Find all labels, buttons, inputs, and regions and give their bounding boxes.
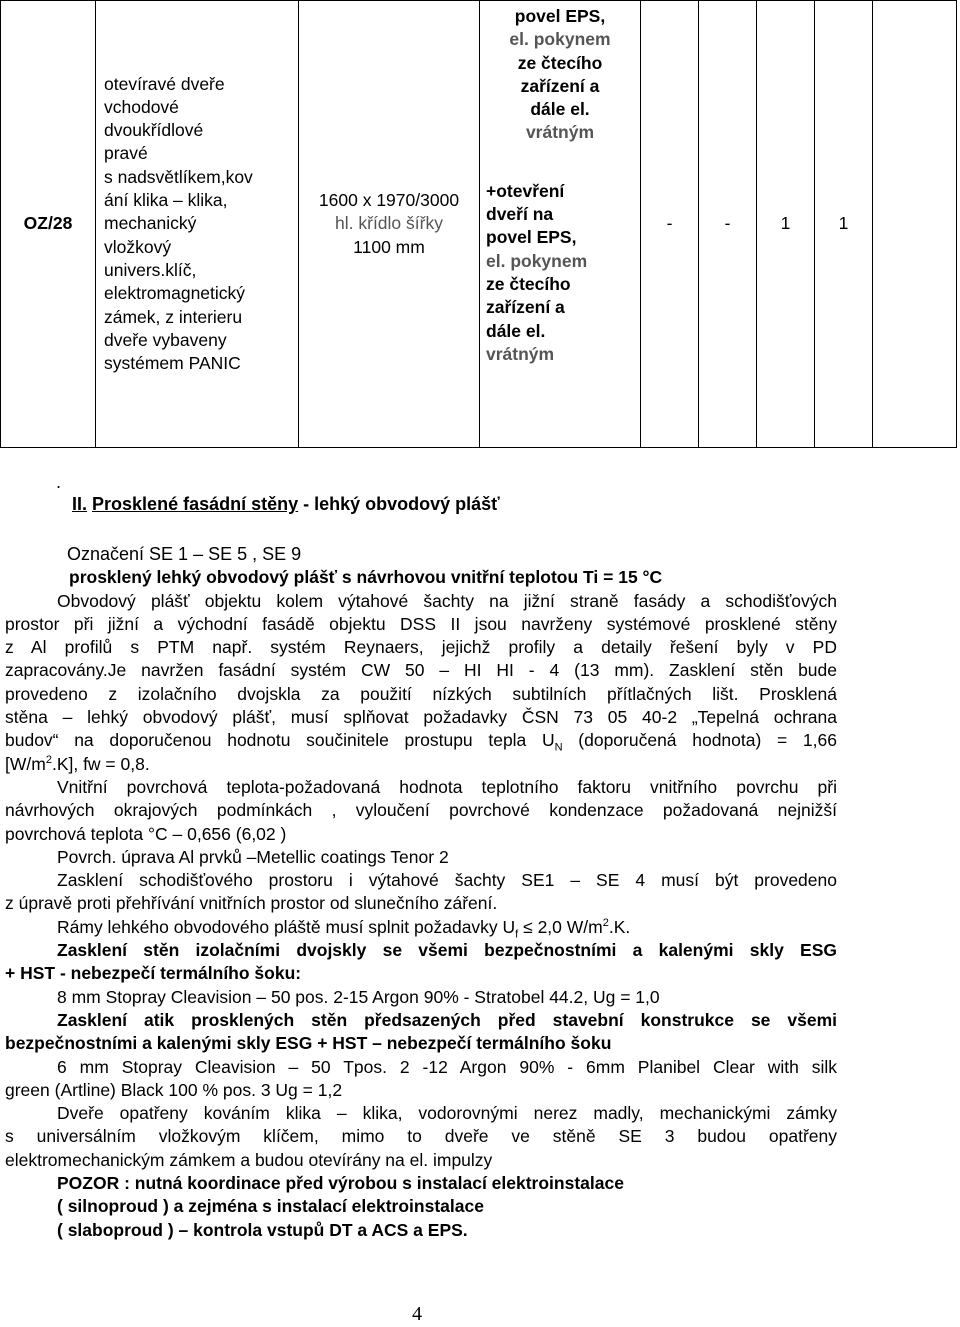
text-line: z Al profilů s PTM např. systém Reynaers, jejichž profily a detaily řešení byly v PD xyxy=(5,637,837,658)
page-number: 4 xyxy=(412,1303,422,1325)
text-line: zapracovány.Je navržen fasádní systém CW 50 – HI HI - 4 (13 mm). Zasklení stěn bude xyxy=(5,660,837,681)
empty-cell xyxy=(873,1,957,448)
text-line: provedeno z izolačního dvojskla za použití nízkých subtilních přítlačných lišt. Prosklená xyxy=(5,683,837,704)
section-number: II. xyxy=(72,494,88,514)
desc-line: univers.klíč, xyxy=(104,259,197,280)
door-spec-table xyxy=(0,0,957,448)
desc-line: zámek, z interieru xyxy=(104,306,243,327)
text-line: POZOR : nutná koordinace před výrobou s instalací elektroinstalace xyxy=(57,1173,624,1194)
section-subtitle: - lehký obvodový plášť xyxy=(298,494,500,514)
note-line: vrátným xyxy=(525,122,595,143)
dimensions-cell xyxy=(299,1,480,448)
dim-line: 1600 x 1970/3000 xyxy=(318,190,460,211)
text-line: Obvodový plášť objektu kolem výtahové šachty na jižní straně fasády a schodišťových xyxy=(57,590,837,611)
qty-cell-3: 1 xyxy=(757,1,815,448)
note-line: +otevření xyxy=(486,180,565,201)
desc-line: vložkový xyxy=(104,236,172,257)
text-line: Zasklení stěn izolačními dvojskly se všemi bezpečnostními a kalenými skly ESG xyxy=(57,940,837,961)
designation-line: Označení SE 1 – SE 5 , SE 9 xyxy=(67,544,302,564)
text-line: Zasklení schodišťového prostoru i výtahové šachty SE1 – SE 4 musí být provedeno xyxy=(57,870,837,891)
qty-cell-1: - xyxy=(641,1,699,448)
desc-line: vchodové xyxy=(104,96,179,117)
text-line: bezpečnostními a kalenými skly ESG + HST – nebezpečí termálního šoku xyxy=(5,1033,612,1054)
glass-spec-line: 8 mm Stopray Cleavision – 50 pos. 2-15 Argon 90% - Stratobel 44.2, Ug = 1,0 xyxy=(57,986,660,1007)
note-line: el. pokynem xyxy=(509,29,611,50)
section-body xyxy=(5,543,837,1242)
paragraph-surface-temperature xyxy=(5,776,837,846)
note-line: dále el. xyxy=(486,320,546,341)
text-line: + HST - nebezpečí termálního šoku: xyxy=(5,963,302,984)
note-line: povel EPS, xyxy=(514,6,606,26)
note-line: zařízení a xyxy=(486,297,565,318)
text-line: s universálním vložkovým klíčem, mimo to dveře ve stěně SE 3 budou opatřeny xyxy=(5,1126,837,1147)
text-line: 6 mm Stopray Cleavision – 50 Tpos. 2 -12 Argon 90% - 6mm Planibel Clear with silk xyxy=(57,1056,837,1077)
section-title: Prosklené fasádní stěny xyxy=(92,494,299,514)
table-row xyxy=(1,1,957,448)
desc-line: systémem PANIC xyxy=(104,353,241,374)
note-line: vrátným xyxy=(486,343,555,364)
text-line: Dveře opatřeny kováním klika – klika, vodorovnými nerez madly, mechanickými zámky xyxy=(57,1103,837,1124)
text-line: prostor při jižní a východní fasádě objektu DSS II jsou navrženy systémové prosklené stěny xyxy=(5,613,837,634)
note-line: el. pokynem xyxy=(486,250,588,271)
text-line: stěna – lehký obvodový plášť, musí splňovat požadavky ČSN 73 05 40-2 „Tepelná ochrana xyxy=(5,707,837,728)
text-line: green (Artline) Black 100 % pos. 3 Ug = 1,2 xyxy=(5,1079,343,1100)
text-line: z úpravě proti přehřívání vnitřních prostor od slunečního záření. xyxy=(5,893,498,914)
stray-dot: . xyxy=(56,472,62,492)
text-line: ( slaboproud ) – kontrola vstupů DT a ACS a EPS. xyxy=(57,1219,468,1240)
section-heading xyxy=(72,494,500,515)
note-line: dále el. xyxy=(530,99,590,120)
text-line: povrchová teplota °C – 0,656 (6,02 ) xyxy=(5,823,287,844)
design-temperature-line: prosklený lehký obvodový plášť s návrhovou vnitřní teplotou Ti = 15 °C xyxy=(69,567,663,588)
paragraph-doors xyxy=(5,1102,837,1172)
desc-line: dveře vybaveny xyxy=(104,329,227,350)
paragraph-glazing-attics xyxy=(5,1009,837,1056)
text-line: elektromechanickým zámkem a budou otevírány na el. impulzy xyxy=(5,1149,493,1170)
desc-line: elektromagnetický xyxy=(104,283,246,304)
frame-requirement-line: Rámy lehkého obvodového pláště musí splnit požadavky $U_f \le 2,0$ $W/m^2.K$. xyxy=(57,916,631,941)
dim-line: 1100 mm xyxy=(353,236,425,257)
paragraph-facade xyxy=(5,590,837,776)
surface-finish-line: Povrch. úprava Al prvků –Metellic coatings Tenor 2 xyxy=(57,846,449,867)
door-id-cell: OZ/28 xyxy=(1,1,96,448)
note-line: zařízení a xyxy=(520,75,600,96)
notes-cell xyxy=(480,1,641,448)
note-line: povel EPS, xyxy=(486,227,577,248)
desc-line: dvoukřídlové xyxy=(104,120,204,141)
note-line: ze čtecího xyxy=(517,52,603,73)
door-description-cell xyxy=(96,1,299,448)
text-line: Zasklení atik prosklených stěn předsazených před stavební konstrukce se všemi xyxy=(57,1009,837,1030)
desc-line: pravé xyxy=(104,143,148,164)
note-line: dveří na xyxy=(486,204,554,225)
text-line: návrhových okrajových podmínkách , vyloučení povrchové kondenzace požadovaná nejnižší xyxy=(5,800,837,821)
desc-line: mechanický xyxy=(104,213,197,234)
note-line: ze čtecího xyxy=(486,273,571,294)
qty-cell-4: 1 xyxy=(815,1,873,448)
desc-line: otevíravé dveře xyxy=(104,73,225,94)
paragraph-warning xyxy=(5,1172,837,1242)
text-line: ( silnoproud ) a zejména s instalací elektroinstalace xyxy=(57,1196,484,1217)
paragraph-glazing-walls xyxy=(5,939,837,986)
text-line: Vnitřní povrchová teplota-požadovaná hodnota teplotního faktoru vnitřního povrchu při xyxy=(57,776,837,797)
dim-line: hl. křídlo šířky xyxy=(335,213,443,234)
desc-line: s nadsvětlíkem,kov xyxy=(104,166,253,187)
qty-cell-2: - xyxy=(699,1,757,448)
text-line: budov“ na doporučenou hodnotu součinitele prostupu tepla $U_N$ (doporučená hodnota) = 1,66 xyxy=(5,730,837,754)
paragraph-glazing-stair xyxy=(5,869,837,916)
paragraph-attic-glass xyxy=(5,1056,837,1103)
desc-line: ání klika – klika, xyxy=(104,190,228,211)
text-line: $[W/m^2.K]$, fw = 0,8. xyxy=(5,753,150,774)
